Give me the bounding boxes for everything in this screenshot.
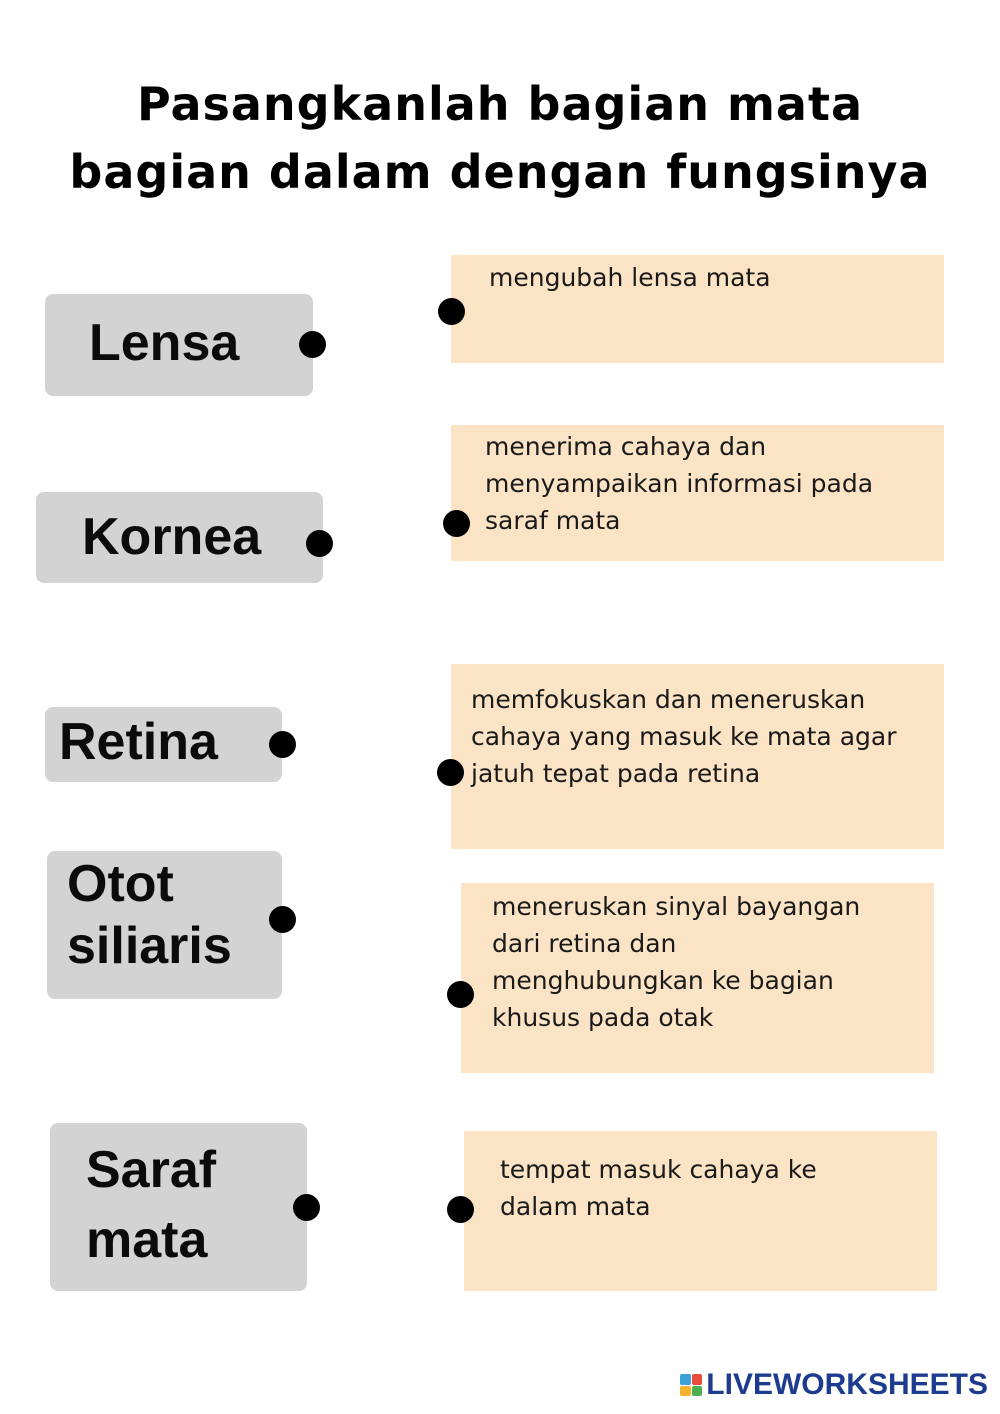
description-text: memfokuskan dan meneruskan cahaya yang masuk ke mata agar jatuh tepat pada retina — [471, 685, 897, 788]
term-box-kornea — [36, 492, 323, 583]
description-box-5 — [464, 1131, 937, 1291]
description-connector-dot-4[interactable] — [447, 981, 474, 1008]
term-label: Otot siliaris — [67, 855, 232, 975]
description-connector-dot-5[interactable] — [447, 1196, 474, 1223]
term-box-otot-siliaris — [47, 851, 282, 999]
liveworksheets-logo-icon — [680, 1374, 702, 1396]
term-label: Kornea — [82, 508, 262, 566]
worksheet-title — [0, 70, 1000, 206]
description-connector-dot-2[interactable] — [443, 510, 470, 537]
term-box-lensa — [45, 294, 313, 396]
description-text: mengubah lensa mata — [489, 263, 771, 292]
term-box-saraf-mata — [50, 1123, 307, 1291]
description-text: menerima cahaya dan menyampaikan informasi pada saraf mata — [485, 432, 874, 535]
description-box-4 — [461, 883, 934, 1073]
liveworksheets-logo[interactable] — [680, 1368, 988, 1402]
term-box-retina — [45, 707, 282, 782]
term-connector-dot-retina[interactable] — [269, 731, 296, 758]
liveworksheets-brand-text: LIVEWORKSHEETS — [706, 1368, 988, 1401]
term-connector-dot-saraf-mata[interactable] — [293, 1194, 320, 1221]
term-label: Retina — [59, 713, 218, 771]
term-connector-dot-otot-siliaris[interactable] — [269, 906, 296, 933]
description-box-3 — [451, 664, 944, 849]
title-line-1: Pasangkanlah bagian mata — [136, 77, 864, 131]
description-connector-dot-1[interactable] — [438, 298, 465, 325]
description-connector-dot-3[interactable] — [437, 759, 464, 786]
description-box-1 — [451, 255, 944, 363]
description-box-2 — [451, 425, 944, 561]
title-line-2: bagian dalam dengan fungsinya — [69, 145, 931, 199]
term-connector-dot-kornea[interactable] — [306, 530, 333, 557]
term-connector-dot-lensa[interactable] — [299, 331, 326, 358]
term-label: Lensa — [89, 314, 240, 372]
description-text: tempat masuk cahaya ke dalam mata — [500, 1155, 817, 1221]
term-label: Saraf mata — [86, 1141, 217, 1269]
description-text: meneruskan sinyal bayangan dari retina dan menghubungkan ke bagian khusus pada otak — [492, 892, 861, 1032]
